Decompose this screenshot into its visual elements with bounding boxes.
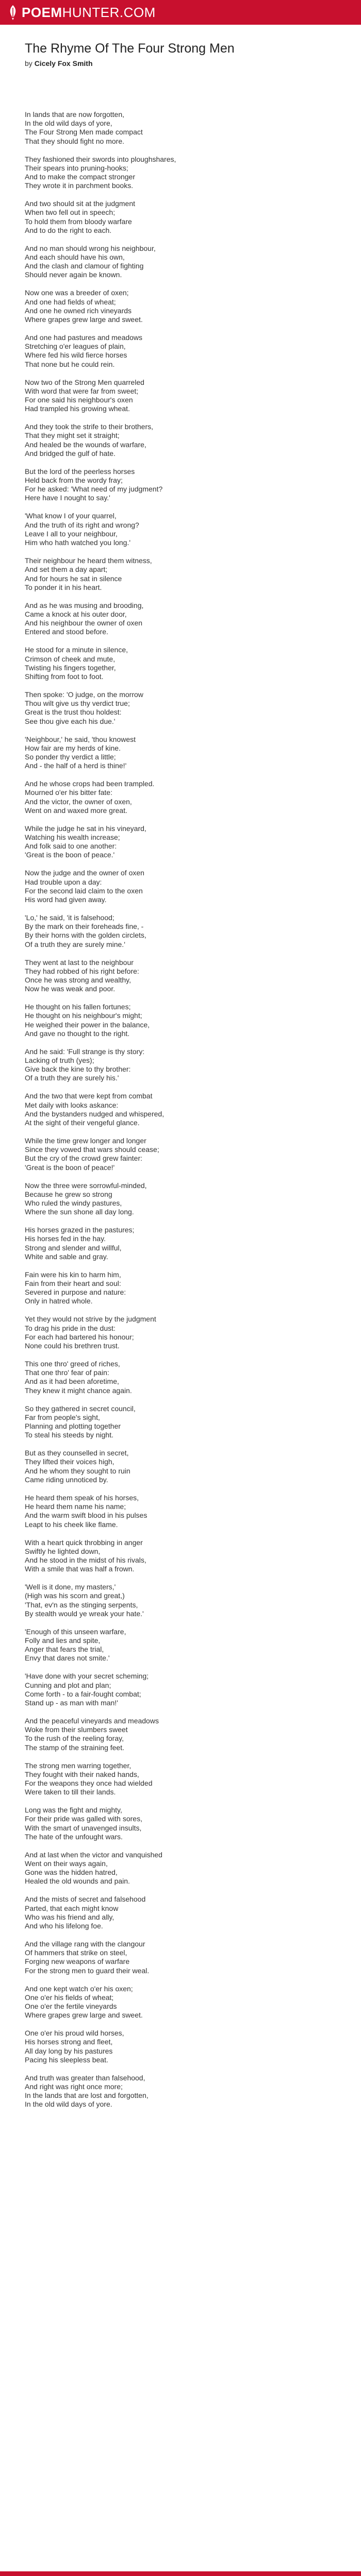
stanza: [25, 2074, 334, 2109]
poem-line: Fain were his kin to harm him,: [25, 1270, 121, 1279]
poem-line: For the weapons they once had wielded: [25, 1778, 153, 1787]
poem-line: The strong men warring together,: [25, 1761, 132, 1770]
poem-line: And bridged the gulf of hate.: [25, 449, 116, 457]
stanza: [25, 2029, 334, 2064]
poem-line: Of a truth they are surely his.': [25, 1074, 119, 1082]
stanza: [25, 422, 334, 458]
poem-line: Fain from their heart and soul:: [25, 1279, 121, 1288]
stanza: [25, 958, 334, 994]
stanza: [25, 467, 334, 503]
poem-line: To hold them from bloody warfare: [25, 217, 132, 226]
poem-line: Since they vowed that wars should cease;: [25, 1145, 159, 1154]
poem-line: To drag his pride in the dust:: [25, 1324, 116, 1332]
stanza: [25, 1270, 334, 1306]
poem-line: They wrote it in parchment books.: [25, 181, 134, 190]
poem-line: Their spears into pruning-hooks;: [25, 163, 128, 172]
poem-line: Had trampled his growing wheat.: [25, 404, 130, 413]
stanza: [25, 1583, 334, 1618]
poem-line: 'Great is the boon of peace!': [25, 1163, 115, 1172]
poem-line: Folly and lies and spite,: [25, 1636, 101, 1645]
poem-line: Twisting his fingers together,: [25, 663, 116, 672]
site-footer: [0, 2571, 361, 2576]
poem-line: To steal his steeds by night.: [25, 1431, 113, 1439]
stanza: [25, 1940, 334, 1975]
poem-line: The Four Strong Men made compact: [25, 128, 143, 137]
poem-line: Come forth - to a fair-fought combat;: [25, 1689, 141, 1698]
poem-line: And he said: 'Full strange is thy story:: [25, 1047, 145, 1056]
stanza: [25, 646, 334, 681]
poem-line: All day long by his pastures: [25, 2046, 113, 2055]
poem-line: Had trouble upon a day:: [25, 877, 102, 886]
poem-line: In the lands that are lost and forgotten,: [25, 2091, 149, 2100]
poem-line: But the cry of the crowd grew fainter:: [25, 1154, 142, 1163]
poem-line: His word had given away.: [25, 895, 107, 904]
stanza: [25, 913, 334, 949]
author-prefix: by: [25, 59, 32, 67]
poem-line: And to make the compact stronger: [25, 173, 135, 181]
poem-line: And he whose crops had been trampled.: [25, 779, 155, 788]
poem-line: And the peaceful vineyards and meadows: [25, 1716, 159, 1725]
poem-line: Shifting from foot to foot.: [25, 672, 104, 681]
poem-line: That they might set it straight;: [25, 431, 120, 440]
poem-line: And one kept watch o'er his oxen;: [25, 1984, 133, 1993]
poem-line: None could his brethren trust.: [25, 1342, 120, 1350]
poem-line: And as he was musing and brooding,: [25, 601, 144, 609]
poem-line: 'Lo,' he said, 'it is falsehood;: [25, 913, 114, 922]
poem-line: Cunning and plot and plan;: [25, 1681, 111, 1689]
poem-line: Forging new weapons of warfare: [25, 1957, 130, 1966]
poem-line: And for hours he sat in silence: [25, 574, 122, 583]
poem-line: He heard them speak of his horses,: [25, 1493, 139, 1502]
poem-body: [25, 110, 334, 2109]
poem-line: Crimson of cheek and mute,: [25, 654, 116, 663]
stanza: [25, 512, 334, 547]
poem-line: With a smile that was half a frown.: [25, 1565, 135, 1573]
stanza: [25, 1494, 334, 1529]
stanza: [25, 155, 334, 191]
poem-line: They had robbed of his right before:: [25, 967, 139, 975]
poem-line: While the time grew longer and longer: [25, 1137, 146, 1145]
poem-line: So ponder thy verdict a little;: [25, 752, 116, 761]
stanza: [25, 601, 334, 637]
poem-line: He thought on his neighbour's might;: [25, 1011, 142, 1020]
poem-line: Gone was the hidden hatred,: [25, 1868, 118, 1877]
poem-line: And folk said to one another:: [25, 842, 117, 851]
poem-line: One o'er his fields of wheat;: [25, 1993, 114, 2002]
poem-line: And the warm swift blood in his pulses: [25, 1511, 147, 1520]
poem-line: They fought with their naked hands,: [25, 1770, 139, 1778]
poem-line: One o'er his proud wild horses,: [25, 2029, 124, 2038]
poem-line: For the strong men to guard their weal.: [25, 1966, 150, 1975]
poem-line: And the village rang with the clangour: [25, 1939, 145, 1948]
poem-line: His horses fed in the hay.: [25, 1234, 106, 1243]
poem-byline: [25, 59, 334, 67]
poem-line: Yet they would not strive by the judgment: [25, 1315, 156, 1324]
stanza: [25, 289, 334, 324]
poem-line: That one thro' fear of pain:: [25, 1368, 109, 1377]
poem-line: This one thro' greed of riches,: [25, 1360, 120, 1368]
poem-line: That they should fight no more.: [25, 137, 124, 145]
stanza: [25, 1047, 334, 1083]
poem-line: How fair are my herds of kine.: [25, 743, 121, 752]
poem-line: 'Great is the boon of peace.': [25, 851, 115, 859]
stanza: [25, 1538, 334, 1574]
poem-line: And - the half of a herd is thine!': [25, 761, 127, 770]
poem-line: 'That, ev'n as the stinging serpents,: [25, 1600, 138, 1609]
poem-line: And one he owned rich vineyards: [25, 306, 132, 315]
poem-line: Where grapes grew large and sweet.: [25, 315, 143, 324]
poem-line: Planning and plotting together: [25, 1422, 121, 1431]
poem-line: And as it had been aforetime,: [25, 1377, 119, 1386]
poem-line: And one had pastures and meadows: [25, 333, 143, 342]
poem-line: 'Enough of this unseen warfare,: [25, 1627, 126, 1636]
stanza: [25, 824, 334, 860]
poem-line: Great is the trust thou holdest:: [25, 708, 122, 717]
poem-line: Where the sun shone all day long.: [25, 1208, 134, 1216]
poem-line: And truth was greater than falsehood,: [25, 2073, 145, 2082]
poem-line: And at last when the victor and vanquished: [25, 1850, 162, 1859]
poem-line: Came a knock at his outer door,: [25, 609, 127, 618]
poem-line: Strong and slender and willful,: [25, 1243, 122, 1252]
logo-suffix: HUNTER.COM: [62, 4, 156, 20]
poem-line: 'What know I of your quarrel,: [25, 512, 117, 520]
poem-line: Leapt to his cheek like flame.: [25, 1520, 118, 1529]
poem-line: Came riding unnoticed by.: [25, 1475, 108, 1484]
poem-line: And to do the right to each.: [25, 226, 112, 234]
poem-line: Stand up - as man with man!': [25, 1698, 118, 1707]
poem-line: Their neighbour he heard them witness,: [25, 556, 152, 565]
poem-line: Who was his friend and ally,: [25, 1912, 114, 1921]
poem-line: They lifted their voices high,: [25, 1458, 114, 1466]
poem-line: The hate of the unfought wars.: [25, 1832, 123, 1841]
poem-line: See thou give each his due.': [25, 717, 116, 725]
poem-line: Where grapes grew large and sweet.: [25, 2011, 143, 2020]
stanza: [25, 735, 334, 771]
poem-header: [25, 41, 334, 67]
poem-line: Now two of the Strong Men quarreled: [25, 378, 144, 386]
poem-line: Of hammers that strike on steel,: [25, 1948, 127, 1957]
poem-line: But the lord of the peerless horses: [25, 467, 135, 476]
poem-line: Where fed his wild fierce horses: [25, 351, 127, 360]
poem-line: Because he grew so strong: [25, 1190, 112, 1198]
poem-line: And each should have his own,: [25, 253, 125, 262]
poem-line: Entered and stood before.: [25, 628, 108, 636]
poem-line: Then spoke: 'O judge, on the morrow: [25, 690, 143, 699]
poem-line: They fashioned their swords into ploughshares,: [25, 155, 176, 163]
poem-line: And gave no thought to the right.: [25, 1029, 130, 1038]
poem-line: To ponder it in his heart.: [25, 583, 102, 591]
poem-line: Far from people's sight,: [25, 1413, 100, 1421]
poem-line: With a heart quick throbbing in anger: [25, 1538, 143, 1547]
poem-line: And the mists of secret and falsehood: [25, 1895, 146, 1904]
poem-line: And who his lifelong foe.: [25, 1921, 103, 1930]
poem-title: The Rhyme Of The Four Strong Men: [25, 41, 235, 56]
poem-line: Parted, that each might know: [25, 1904, 119, 1912]
poem-line: By stealth would ye wreak your hate.': [25, 1609, 144, 1618]
poem-line: They went at last to the neighbour: [25, 958, 134, 967]
poem-line: For each had bartered his honour;: [25, 1332, 134, 1341]
poem-line: His horses grazed in the pastures;: [25, 1226, 135, 1234]
stanza: [25, 1315, 334, 1350]
logo-text: [22, 5, 156, 21]
stanza: [25, 1092, 334, 1127]
poem-line: But as they counselled in secret,: [25, 1449, 129, 1458]
poem-line: Anger that fears the trial,: [25, 1645, 104, 1654]
poem-line: They knew it might chance again.: [25, 1386, 132, 1395]
poem-line: And the clash and clamour of fighting: [25, 262, 144, 270]
poem-line: And right was right once more;: [25, 2082, 123, 2091]
poem-line: Now the three were sorrowful-minded,: [25, 1181, 147, 1190]
poem-line: Pacing his sleepless beat.: [25, 2055, 108, 2064]
poem-line: Woke from their slumbers sweet: [25, 1725, 128, 1734]
poem-line: Of a truth they are surely mine.': [25, 940, 125, 948]
poem-line: Met daily with looks askance:: [25, 1100, 119, 1109]
poem-line: With the smart of unavenged insults,: [25, 1823, 142, 1832]
poem-line: And healed be the wounds of warfare,: [25, 440, 146, 449]
poem-line: And set them a day apart;: [25, 565, 108, 574]
stanza: [25, 1003, 334, 1038]
poem-line: By their horns with the golden circlets,: [25, 931, 146, 940]
poem-line: White and sable and gray.: [25, 1252, 108, 1261]
poem-line: For one said his neighbour's oxen: [25, 396, 133, 404]
stanza: [25, 1360, 334, 1395]
stanza: [25, 1181, 334, 1217]
poem-line: And no man should wrong his neighbour,: [25, 244, 156, 252]
poem-line: And the bystanders nudged and whispered,: [25, 1109, 165, 1118]
stanza: [25, 1851, 334, 1886]
stanza: [25, 1404, 334, 1440]
poem-line: And the victor, the owner of oxen,: [25, 797, 132, 806]
logo-main: POEM: [22, 4, 62, 20]
poem-line: 'Well is it done, my masters,': [25, 1583, 116, 1591]
poem-line: Long was the fight and mighty,: [25, 1806, 122, 1815]
poem-line: He heard them name his name;: [25, 1502, 126, 1511]
stanza: [25, 1985, 334, 2020]
poem-line: Held back from the wordy fray;: [25, 476, 123, 485]
poem-line: Were taken to till their lands.: [25, 1788, 116, 1797]
stanza: [25, 556, 334, 592]
stanza: [25, 333, 334, 369]
poem-line: So they gathered in secret council,: [25, 1404, 136, 1413]
poem-line: 'Neighbour,' he said, 'thou knowest: [25, 735, 136, 743]
stanza: [25, 1895, 334, 1930]
stanza: [25, 1672, 334, 1707]
stanza: [25, 1717, 334, 1752]
stanza: [25, 244, 334, 280]
poem-line: To the rush of the reeling foray,: [25, 1734, 124, 1743]
poem-line: 'Have done with your secret scheming;: [25, 1672, 149, 1681]
poem-line: And he stood in the midst of his rivals,: [25, 1555, 146, 1564]
poem-line: In the old wild days of yore,: [25, 119, 112, 128]
stanza: [25, 378, 334, 414]
stanza: [25, 1137, 334, 1172]
stanza: [25, 1806, 334, 1841]
poem-line: Envy that dares not smite.': [25, 1654, 110, 1663]
poem-line: Mourned o'er his bitter fate:: [25, 788, 112, 797]
poem-line: Him who hath watched you long.': [25, 538, 131, 547]
poem-line: And his neighbour the owner of oxen: [25, 619, 143, 628]
poem-line: He thought on his fallen fortunes;: [25, 1003, 131, 1011]
stanza: [25, 779, 334, 815]
poem-line: Lacking of truth (yes);: [25, 1056, 94, 1064]
poem-line: While the judge he sat in his vineyard,: [25, 824, 146, 833]
poem-line: Severed in purpose and nature:: [25, 1288, 126, 1297]
poem-line: That none but he could rein.: [25, 360, 115, 368]
poem-line: At the sight of their vengeful glance.: [25, 1118, 140, 1127]
poem-line: And the truth of its right and wrong?: [25, 520, 139, 529]
author-link[interactable]: Cicely Fox Smith: [34, 59, 93, 67]
poem-line: Who ruled the windy pastures,: [25, 1199, 122, 1208]
stanza: [25, 199, 334, 235]
poem-line: Swiftly he lighted down,: [25, 1547, 101, 1555]
poem-line: Give back the kine to thy brother:: [25, 1065, 131, 1074]
poem-line: He stood for a minute in silence,: [25, 646, 128, 654]
poem-line: And one had fields of wheat;: [25, 297, 116, 306]
poem-line: Once he was strong and wealthy,: [25, 975, 131, 984]
poem-line: (High was his scorn and great,): [25, 1591, 125, 1600]
poem-line: For the second laid claim to the oxen: [25, 886, 143, 895]
poem-line: Should never again be known.: [25, 270, 122, 279]
poem-line: In the old wild days of yore.: [25, 2100, 112, 2109]
poem-line: Now one was a breeder of oxen;: [25, 289, 129, 297]
poem-line: The stamp of the straining feet.: [25, 1743, 124, 1752]
poem-line: And he whom they sought to ruin: [25, 1466, 130, 1475]
poem-line: For he asked: 'What need of my judgment?: [25, 485, 163, 494]
poem-line: Now he was weak and poor.: [25, 985, 116, 993]
poem-line: One o'er the fertile vineyards: [25, 2002, 117, 2010]
stanza: [25, 690, 334, 726]
stanza: [25, 869, 334, 904]
poem-line: When two fell out in speech;: [25, 208, 116, 217]
poem-line: Watching his wealth increase;: [25, 833, 120, 841]
poem-line: In lands that are now forgotten,: [25, 110, 125, 118]
poem-line: Thou wilt give us thy verdict true;: [25, 699, 130, 708]
poem-line: And two should sit at the judgment: [25, 199, 136, 208]
poem-line: Stretching o'er leagues of plain,: [25, 342, 126, 351]
poem-line: And the two that were kept from combat: [25, 1092, 153, 1100]
stanza: [25, 1449, 334, 1484]
poem-line: By the mark on their foreheads fine, -: [25, 922, 144, 931]
poem-line: Went on their ways again,: [25, 1859, 108, 1868]
poem-line: Now the judge and the owner of oxen: [25, 869, 144, 877]
poem-line: For their pride was galled with sores,: [25, 1815, 142, 1823]
poem-line: With word that were far from sweet;: [25, 386, 139, 395]
stanza: [25, 1628, 334, 1663]
poem-line: Here have I nought to say.': [25, 494, 110, 502]
poem-line: Healed the old wounds and pain.: [25, 1877, 130, 1886]
stanza: [25, 1226, 334, 1261]
site-logo[interactable]: [7, 5, 156, 21]
stanza: [25, 110, 334, 146]
site-header: [0, 0, 361, 25]
poem-line: He weighed their power in the balance,: [25, 1020, 150, 1029]
poem-line: Only in hatred whole.: [25, 1297, 93, 1306]
poem-line: And they took the strife to their brothers,: [25, 422, 154, 431]
quill-pen-icon: [7, 5, 19, 20]
poem-line: His horses strong and fleet,: [25, 2038, 113, 2046]
poem-line: Leave I all to your neighbour,: [25, 529, 118, 538]
poem-line: Went on and waxed more great.: [25, 806, 127, 815]
stanza: [25, 1761, 334, 1797]
